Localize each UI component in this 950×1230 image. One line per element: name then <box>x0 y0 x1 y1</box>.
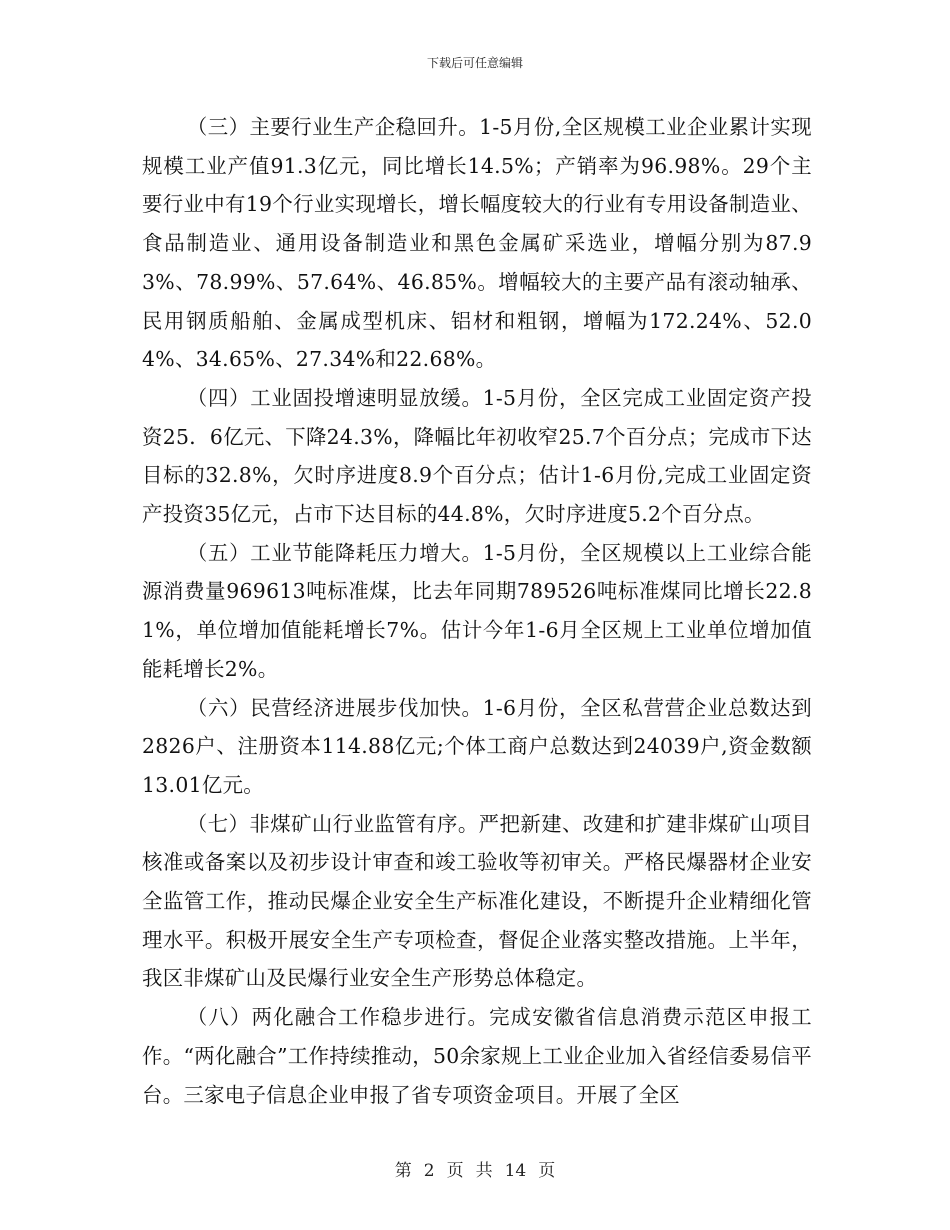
paragraph-industry-production: （三）主要行业生产企稳回升。1-5月份,全区规模工业企业累计实现规模工业产值91.3亿元，同比增长14.5%；产销率为96.98%。29个主要行业中有19个行业实现增长，增长幅度较大的行业有专用设备制造业、食品制造业、通用设备制造业和黑色金属矿采选业，增幅分别为87.93%、78.99%、57.64%、46.85%。增幅较大的主要产品有滚动轴承、民用钢质船舶、金属成型机床、铝材和粗钢，增幅为172.24%、52.04%、34.65%、27.34%和22.68%。 <box>142 115 812 372</box>
paragraph-informatization: （八）两化融合工作稳步进行。完成安徽省信息消费示范区申报工作。“两化融合”工作持续推动，50余家规上工业企业加入省经信委易信平台。三家电子信息企业申报了省专项资金项目。开展了全区 <box>142 1005 812 1107</box>
footer-word-ye-2: 页 <box>538 1161 556 1181</box>
footer-total-pages: 14 <box>504 1161 527 1181</box>
document-body <box>142 108 812 1114</box>
paragraph-private-economy: （六）民营经济进展步伐加快。1-6月份，全区私营营企业总数达到 2826户、注册资本114.88亿元;个体工商户总数达到24039户,资金数额13.01亿元。 <box>142 695 812 797</box>
paragraph-energy-saving: （五）工业节能降耗压力增大。1-5月份，全区规模以上工业综合能源消费量969613吨标准煤，比去年同期789526吨标准煤同比增长22.81%，单位增加值能耗增长7%。估计今年1-6月全区规上工业单位增加值能耗增长2%。 <box>142 540 812 681</box>
page-footer <box>0 1156 950 1181</box>
footer-word-ye: 页 <box>446 1161 464 1181</box>
footer-word-di: 第 <box>394 1161 412 1181</box>
footer-word-gong: 共 <box>475 1161 493 1181</box>
paragraph-industrial-investment: （四）工业固投增速明显放缓。1-5月份，全区完成工业固定资产投资25．6亿元、下降24.3%，降幅比年初收窄25.7个百分点；完成市下达目标的32.8%，欠时序进度8.9个百分点；估计1-6月份,完成工业固定资产投资35亿元，占市下达目标的44.8%，欠时序进度5.2个百分点。 <box>142 385 812 527</box>
paragraph-non-coal-mining: （七）非煤矿山行业监管有序。严把新建、改建和扩建非煤矿山项目核准或备案以及初步设计审查和竣工验收等初审关。严格民爆器材企业安全监管工作，推动民爆企业安全生产标准化建设，不断提升企业精细化管理水平。积极开展安全生产专项检查，督促企业落实整改措施。上半年，我区非煤矿山及民爆行业安全生产形势总体稳定。 <box>142 811 812 991</box>
footer-page-number: 2 <box>423 1161 435 1181</box>
page-header-note: 下载后可任意编辑 <box>426 56 523 70</box>
